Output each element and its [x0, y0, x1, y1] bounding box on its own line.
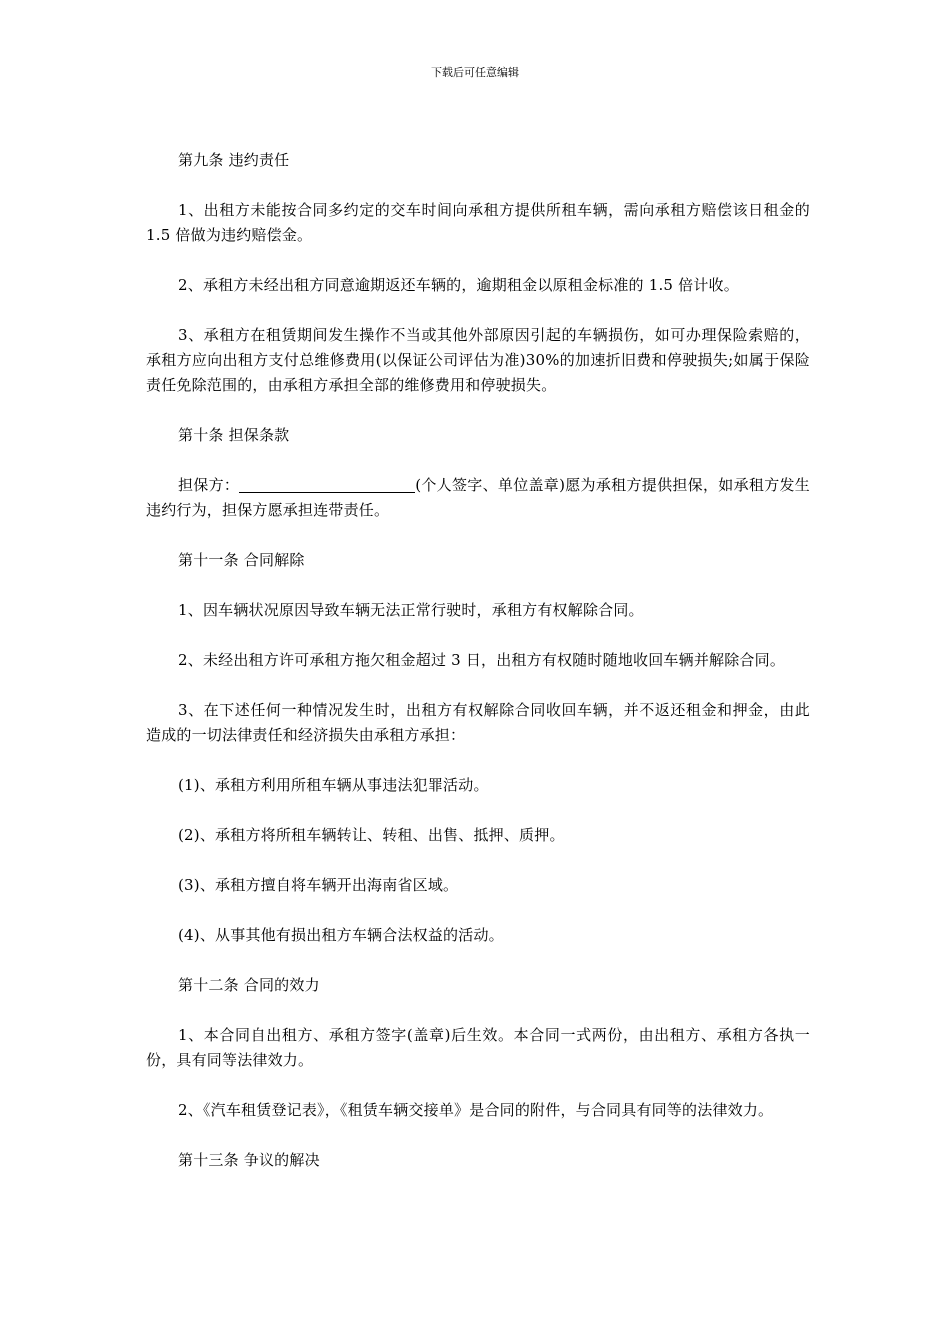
clause-11-3-item-4: (4)、从事其他有损出租方车辆合法权益的活动。 [178, 926, 504, 944]
section-heading-13: 第十三条 争议的解决 [178, 1151, 320, 1169]
clause-11-3: 3、在下述任何一种情况发生时，出租方有权解除合同收回车辆，并不返还租金和押金，由此造成的一切法律责任和经济损失由承租方承担： [146, 701, 810, 744]
clause-9-1: 1、出租方未能按合同多约定的交车时间向承租方提供所租车辆，需向承租方赔偿该日租金的 1.5 倍做为违约赔偿金。 [146, 201, 810, 244]
document-body [146, 148, 810, 1198]
signature-blank-line [239, 476, 415, 493]
section-heading-10: 第十条 担保条款 [178, 426, 290, 444]
clause-11-3-item-1: (1)、承租方利用所租车辆从事违法犯罪活动。 [178, 776, 489, 794]
clause-12-2: 2、《汽车租赁登记表》，《租赁车辆交接单》是合同的附件，与合同具有同等的法律效力。 [178, 1101, 774, 1119]
clause-11-2: 2、未经出租方许可承租方拖欠租金超过 3 日，出租方有权随时随地收回车辆并解除合同。 [178, 651, 786, 669]
clause-11-3-item-3: (3)、承租方擅自将车辆开出海南省区域。 [178, 876, 459, 894]
section-heading-9: 第九条 违约责任 [178, 151, 290, 169]
clause-11-1: 1、因车辆状况原因导致车辆无法正常行驶时，承租方有权解除合同。 [178, 601, 644, 619]
section-heading-11: 第十一条 合同解除 [178, 551, 305, 569]
guarantee-clause [146, 473, 810, 523]
guarantee-label: 担保方： [178, 476, 240, 494]
page-header: 下载后可任意编辑 [431, 66, 519, 79]
clause-9-3: 3、承租方在租赁期间发生操作不当或其他外部原因引起的车辆损伤，如可办理保险索赔的，承租方应向出租方支付总维修费用(以保证公司评估为准)30%的加速折旧费和停驶损失;如属于保险责任免除范围的，由承租方承担全部的维修费用和停驶损失。 [146, 326, 810, 394]
guarantee-text: (个人签字、单位盖章)愿为承租方提供担保，如承租方发生违约行为，担保方愿承担连带责任。 [146, 476, 810, 519]
clause-9-2: 2、承租方未经出租方同意逾期返还车辆的，逾期租金以原租金标准的 1.5 倍计收。 [178, 276, 739, 294]
clause-12-1: 1、本合同自出租方、承租方签字(盖章)后生效。本合同一式两份，由出租方、承租方各执一份，具有同等法律效力。 [146, 1026, 810, 1069]
clause-11-3-item-2: (2)、承租方将所租车辆转让、转租、出售、抵押、质押。 [178, 826, 565, 844]
section-heading-12: 第十二条 合同的效力 [178, 976, 320, 994]
